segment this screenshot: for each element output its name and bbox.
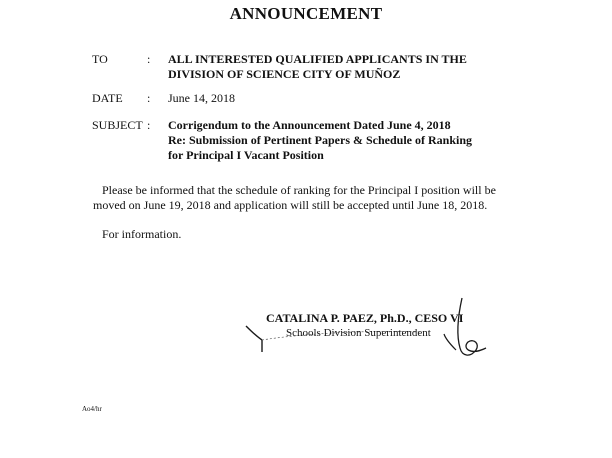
subject-line-2: Re: Submission of Pertinent Papers & Schedule of Ranking	[168, 133, 473, 147]
closing-paragraph: For information.	[102, 227, 182, 241]
signatory-position: Schools Division Superintendent	[286, 327, 431, 339]
date-value: June 14, 2018	[168, 91, 235, 105]
signatory-name: CATALINA P. PAEZ, Ph.D., CESO VI	[266, 311, 464, 325]
subject-line-1: Corrigendum to the Announcement Dated June 4, 2018	[168, 118, 451, 132]
to-line-2: DIVISION OF SCIENCE CITY OF MUÑOZ	[168, 67, 401, 81]
date-colon: :	[147, 91, 151, 105]
to-line-1: ALL INTERESTED QUALIFIED APPLICANTS IN THE	[168, 52, 467, 66]
to-label: TO	[92, 52, 108, 66]
subject-label: SUBJECT	[92, 118, 143, 132]
subject-line-3: for Principal I Vacant Position	[168, 148, 324, 162]
body-line-1: Please be informed that the schedule of ranking for the Principal I position will be	[102, 183, 496, 197]
to-colon: :	[147, 52, 151, 66]
subject-colon: :	[147, 118, 151, 132]
date-label: DATE	[92, 91, 123, 105]
reference-initials: Ao4/hr	[82, 405, 102, 413]
body-line-2: moved on June 19, 2018 and application will still be accepted until June 18, 2018.	[93, 198, 488, 212]
document-title: ANNOUNCEMENT	[229, 4, 383, 23]
